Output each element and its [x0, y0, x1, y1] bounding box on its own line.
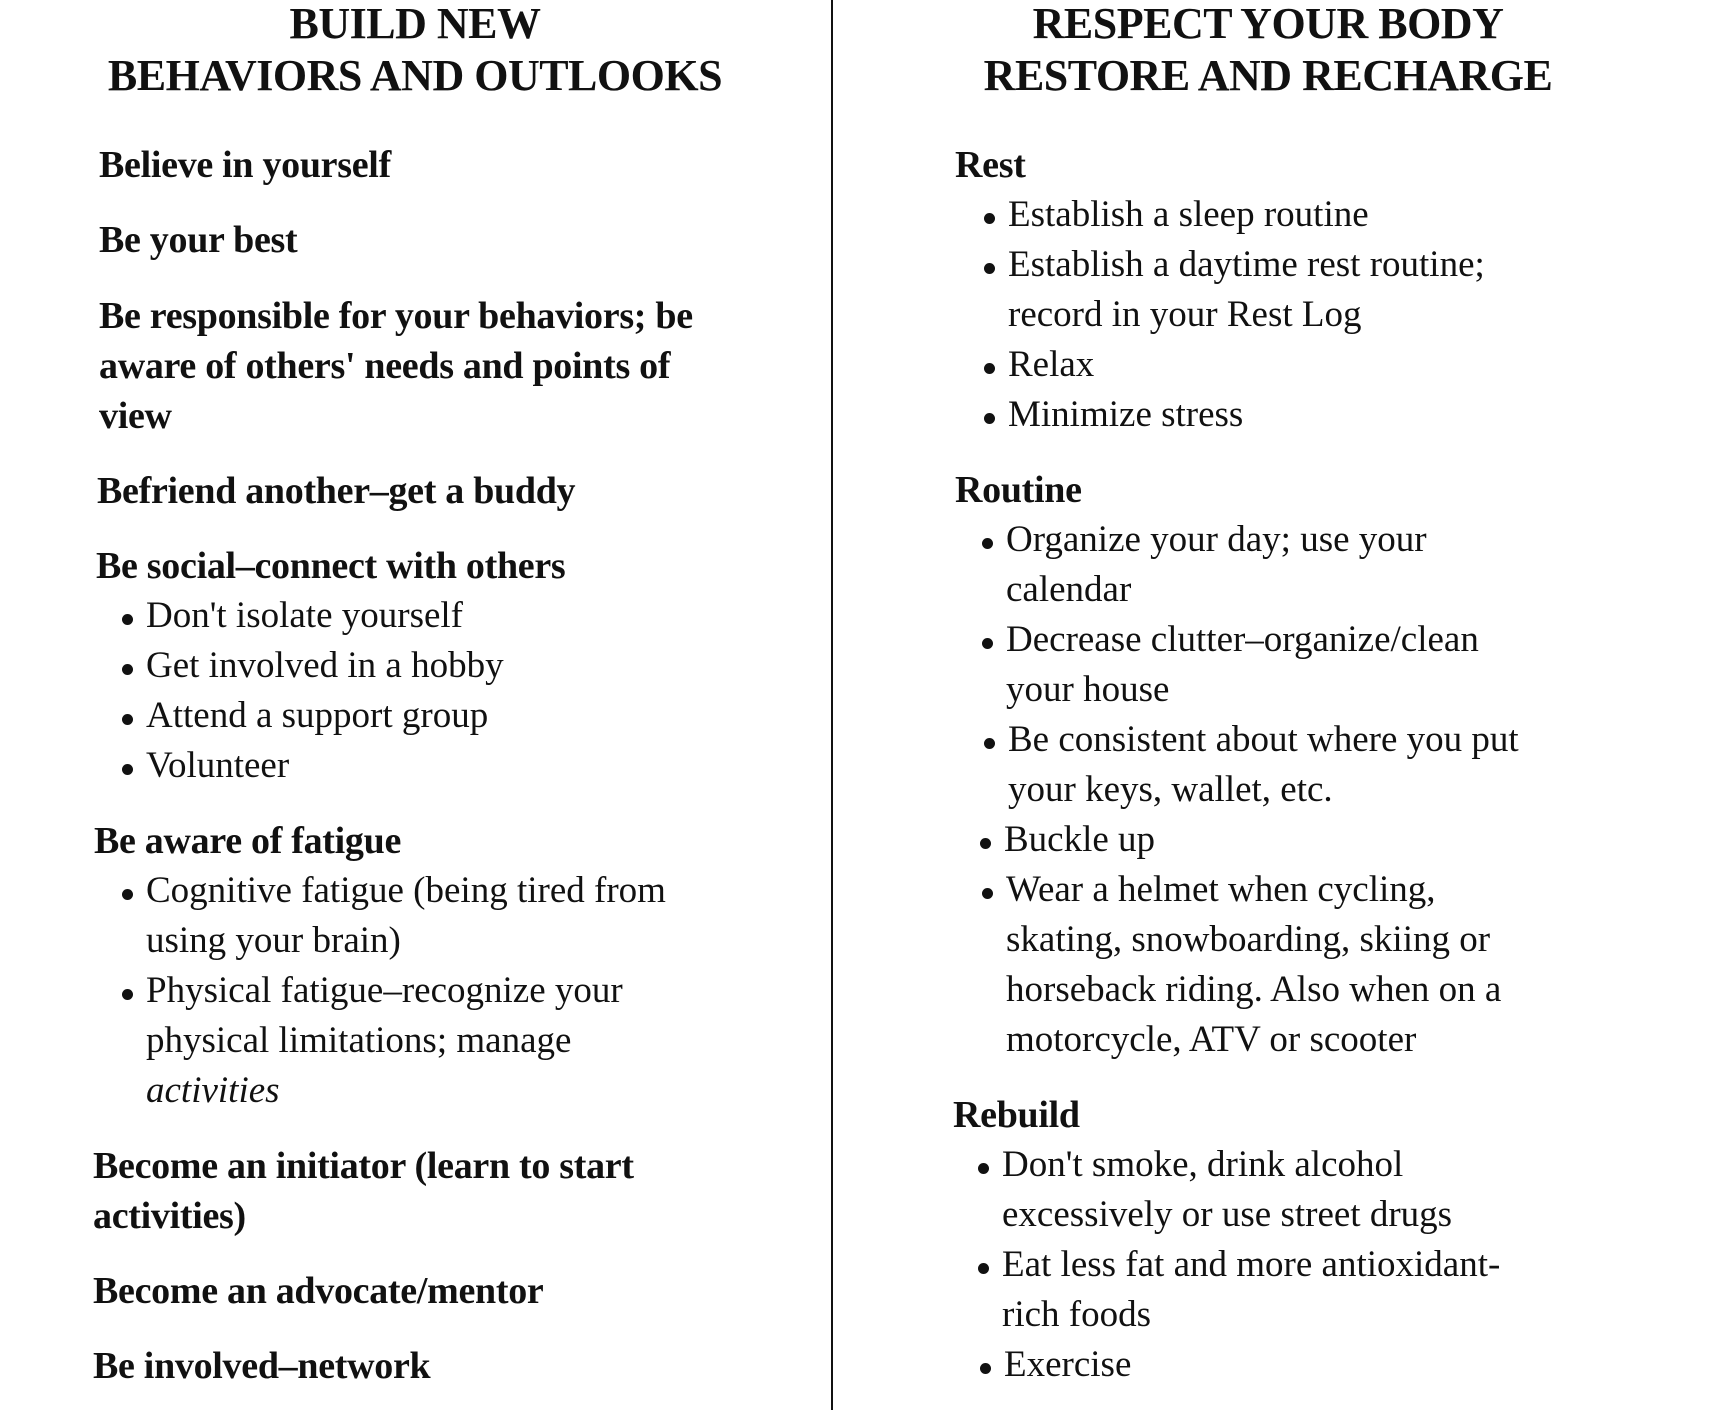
- bullet-dot-icon: [980, 1363, 991, 1374]
- item-be-social: [96, 541, 565, 591]
- bullet-dot-icon: [122, 989, 133, 1000]
- item-become-advocate: [93, 1266, 544, 1316]
- bullet-text-line: Establish a daytime rest routine;: [1008, 244, 1485, 285]
- item-believe-in-yourself: [99, 140, 391, 190]
- bullet-dot-icon: [984, 413, 995, 424]
- bullet-support-group: [146, 691, 488, 741]
- bullet-dot-icon: [122, 714, 133, 725]
- bullet-dot-icon: [978, 1163, 989, 1174]
- bullet-text-line: Be consistent about where you put: [1008, 719, 1519, 760]
- bullet-text-line: Decrease clutter–organize/clean: [1006, 619, 1479, 660]
- bullet-dot-icon: [982, 538, 993, 549]
- bullet-text-line: Organize your day; use your: [1006, 519, 1427, 560]
- left-title-line-1: BUILD NEW: [289, 0, 541, 48]
- bullet-relax: [1008, 340, 1094, 390]
- section-heading-text: Routine: [955, 469, 1082, 511]
- bullet-eat-less-fat: [1002, 1240, 1500, 1340]
- bullet-text-line: Cognitive fatigue (being tired from: [146, 870, 666, 911]
- left-column: [0, 0, 830, 1410]
- bullet-text-line: Don't smoke, drink alcohol: [1002, 1144, 1404, 1185]
- bullet-text-line: calendar: [1006, 569, 1132, 610]
- item-text: Be social–connect with others: [96, 545, 566, 587]
- item-become-initiator: [93, 1141, 634, 1241]
- bullet-text-line: Wear a helmet when cycling,: [1006, 869, 1436, 910]
- item-text: Believe in yourself: [99, 144, 391, 186]
- bullet-text-line: activities: [146, 1070, 280, 1111]
- item-text: Be aware of fatigue: [94, 820, 402, 862]
- section-heading-routine: [955, 465, 1082, 515]
- bullet-text-line: record in your Rest Log: [1008, 294, 1362, 335]
- item-text-line: view: [99, 395, 172, 437]
- item-be-aware-of-fatigue: [94, 816, 401, 866]
- bullet-dot-icon: [122, 664, 133, 675]
- bullet-text: Attend a support group: [146, 695, 489, 736]
- item-befriend-another: [97, 466, 575, 516]
- bullet-exercise: [1004, 1340, 1131, 1390]
- section-heading-rest: [955, 140, 1026, 190]
- bullet-text-line: skating, snowboarding, skiing or: [1006, 919, 1491, 960]
- bullet-text-line: rich foods: [1002, 1294, 1151, 1335]
- bullet-text-line: your house: [1006, 669, 1170, 710]
- bullet-text: Don't isolate yourself: [146, 595, 463, 636]
- bullet-text: Minimize stress: [1008, 394, 1244, 435]
- bullet-text: Get involved in a hobby: [146, 645, 504, 686]
- item-be-your-best: [99, 215, 297, 265]
- bullet-hobby: [146, 641, 504, 691]
- bullet-text: Volunteer: [146, 745, 290, 786]
- column-divider: [831, 0, 833, 1410]
- right-title-line-2: RESTORE AND RECHARGE: [983, 51, 1553, 100]
- bullet-dot-icon: [978, 1263, 989, 1274]
- bullet-decrease-clutter: [1006, 615, 1479, 715]
- bullet-text-line: motorcycle, ATV or scooter: [1006, 1019, 1417, 1060]
- bullet-minimize-stress: [1008, 390, 1243, 440]
- item-text-line: aware of others' needs and points of: [99, 345, 671, 387]
- bullet-sleep-routine: [1008, 190, 1369, 240]
- bullet-organize-day: [1006, 515, 1427, 615]
- bullet-dot-icon: [982, 638, 993, 649]
- bullet-wear-helmet: [1006, 865, 1501, 1065]
- item-be-responsible: [99, 291, 693, 441]
- bullet-text-line: Eat less fat and more antioxidant-: [1002, 1244, 1501, 1285]
- bullet-text-line: excessively or use street drugs: [1002, 1194, 1453, 1235]
- bullet-text-line: using your brain): [146, 920, 401, 961]
- bullet-daytime-rest: [1008, 240, 1485, 340]
- bullet-be-consistent: [1008, 715, 1519, 815]
- right-title-line-1: RESPECT YOUR BODY: [1032, 0, 1504, 48]
- bullet-text: Buckle up: [1004, 819, 1156, 860]
- bullet-volunteer: [146, 741, 289, 791]
- bullet-cognitive-fatigue: [146, 866, 666, 966]
- bullet-dot-icon: [984, 363, 995, 374]
- bullet-dot-icon: [982, 888, 993, 899]
- bullet-text: Exercise: [1004, 1344, 1132, 1385]
- item-text-line: activities): [93, 1195, 246, 1237]
- bullet-dot-icon: [984, 738, 995, 749]
- bullet-dot-icon: [122, 764, 133, 775]
- left-column-title: [0, 0, 830, 102]
- bullet-dot-icon: [122, 889, 133, 900]
- section-heading-rebuild: [953, 1090, 1080, 1140]
- bullet-buckle-up: [1004, 815, 1155, 865]
- bullet-text: Relax: [1008, 344, 1095, 385]
- item-text-line: Become an initiator (learn to start: [93, 1145, 634, 1187]
- right-column-title: [834, 0, 1702, 102]
- bullet-dot-icon: [984, 263, 995, 274]
- section-heading-text: Rest: [955, 144, 1026, 186]
- bullet-physical-fatigue: [146, 966, 623, 1116]
- item-text: Become an advocate/mentor: [93, 1270, 544, 1312]
- right-column: [834, 0, 1721, 1410]
- bullet-dot-icon: [122, 614, 133, 625]
- item-be-involved: [93, 1341, 430, 1391]
- bullet-text: Establish a sleep routine: [1008, 194, 1369, 235]
- bullet-dot-icon: [984, 213, 995, 224]
- left-title-line-2: BEHAVIORS AND OUTLOOKS: [107, 51, 723, 100]
- item-text: Befriend another–get a buddy: [97, 470, 576, 512]
- bullet-dont-smoke: [1002, 1140, 1452, 1240]
- bullet-text-line: your keys, wallet, etc.: [1008, 769, 1333, 810]
- bullet-dont-isolate: [146, 591, 463, 641]
- bullet-text-line: Physical fatigue–recognize your: [146, 970, 623, 1011]
- bullet-text-line: horseback riding. Also when on a: [1006, 969, 1502, 1010]
- item-text: Be involved–network: [93, 1345, 431, 1387]
- bullet-text-line: physical limitations; manage: [146, 1020, 572, 1061]
- bullet-dot-icon: [980, 838, 991, 849]
- item-text: Be your best: [99, 219, 298, 261]
- item-text-line: Be responsible for your behaviors; be: [99, 295, 693, 337]
- section-heading-text: Rebuild: [953, 1094, 1080, 1136]
